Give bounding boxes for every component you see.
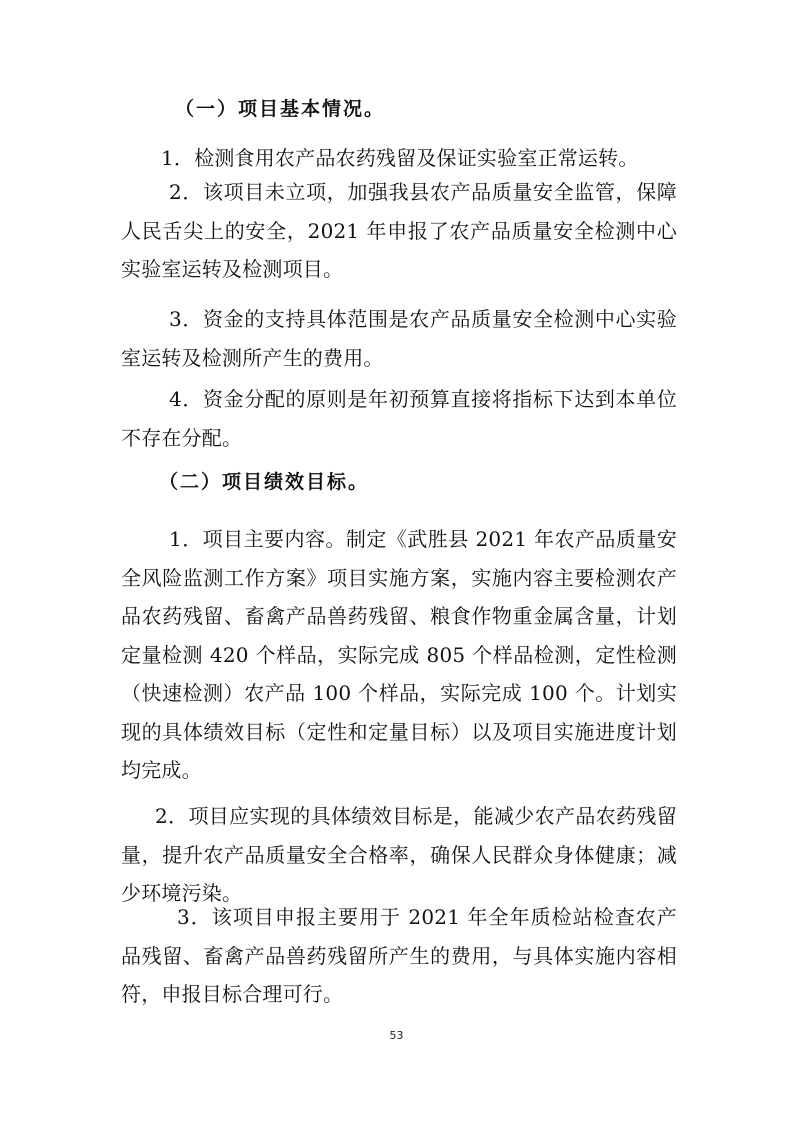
paragraph-2-1: 1．项目主要内容。制定《武胜县 2021 年农产品质量安全风险监测工作方案》项目实施方案，实施内容主要检测农产品农药残留、畜禽产品兽药残留、粮食作物重金属含量，计划定量检测 420 个样品，实际完成 805 个样品检测，定性检测（快速检测）农产品 100 个样品，实际完成 100 个。计划实现的具体绩效目标（定性和定量目标）以及项目实施进度计划均完成。	[121, 527, 677, 782]
paragraph-1-3: 3．资金的支持具体范围是农产品质量安全检测中心实验室运转及检测所产生的费用。	[121, 307, 677, 370]
paragraph-2-2: 2．项目应实现的具体绩效目标是，能减少农产品农药残留量，提升农产品质量安全合格率，确保人民群众身体健康；减少环境污染。	[121, 804, 677, 905]
paragraph-2-3: 3．该项目申报主要用于 2021 年全年质检站检查农产品残留、畜禽产品兽药残留所产生的费用，与具体实施内容相符，申报目标合理可行。	[121, 905, 677, 1006]
paragraph-1-4: 4．资金分配的原则是年初预算直接将指标下达到本单位不存在分配。	[121, 387, 677, 450]
page-number: 53	[389, 1029, 404, 1042]
section-heading-basic-info: （一）项目基本情况。	[175, 98, 386, 120]
paragraph-1-1: 1．检测食用农产品农药残留及保证实验室正常运转。	[161, 146, 639, 170]
section-heading-performance-goals: （二）项目绩效目标。	[159, 471, 370, 493]
paragraph-1-2: 2．该项目未立项，加强我县农产品质量安全监管，保障人民舌尖上的安全，2021 年申报了农产品质量安全检测中心实验室运转及检测项目。	[121, 180, 677, 281]
